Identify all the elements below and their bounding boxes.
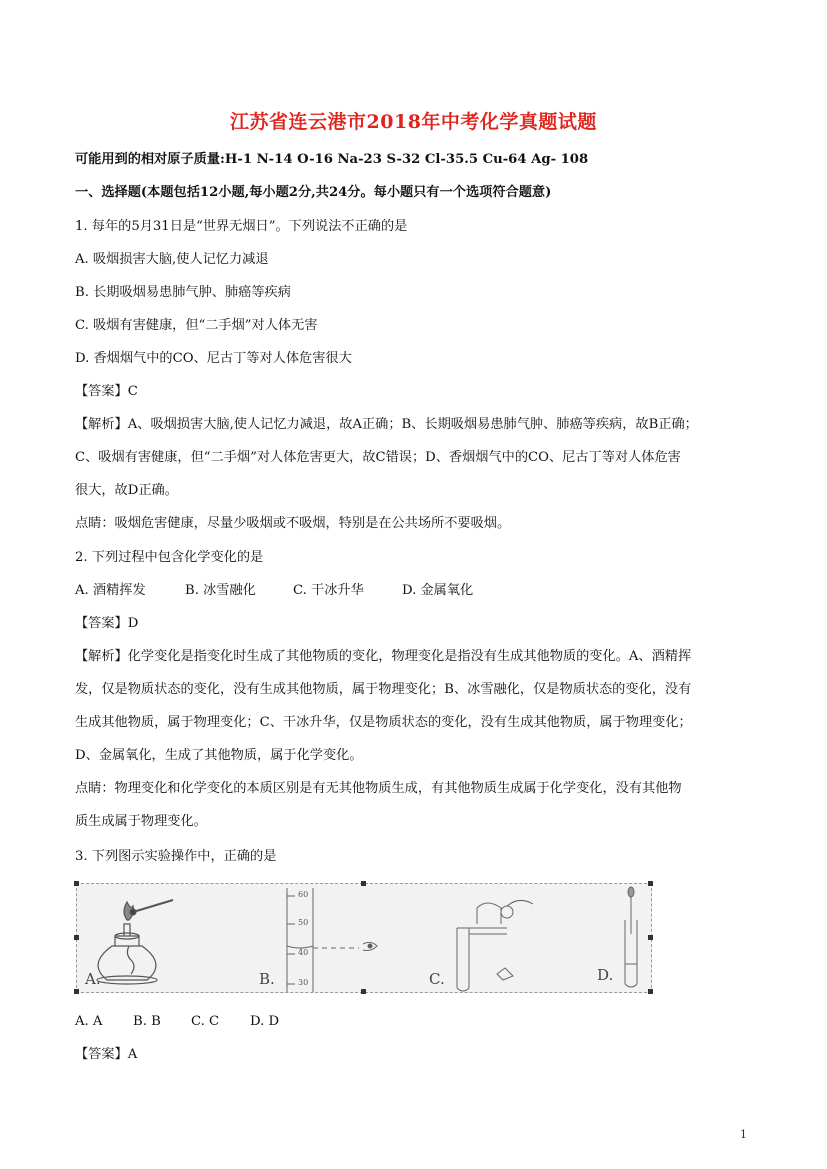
question-1-option-b: B. 长期吸烟易患肺气肿、肺癌等疾病: [75, 285, 291, 300]
section-heading: 一、选择题(本题包括12小题,每小题2分,共24分。每小题只有一个选项符合题意): [75, 185, 552, 200]
question-2-stem: 2. 下列过程中包含化学变化的是: [75, 550, 264, 565]
question-3-option-a: A. A: [75, 1014, 103, 1029]
question-2-option-d: D. 金属氧化: [402, 583, 474, 598]
graduated-cylinder-drawing: [287, 888, 377, 992]
experiment-figure: [76, 883, 652, 993]
question-2-analysis-line: 生成其他物质，属于物理变化；C、干冰升华，仅是物质状态的变化，没有生成其他物质，属于物理变化；: [75, 715, 692, 730]
question-1-analysis-line: 很大，故D正确。: [75, 483, 178, 498]
question-2-options: [75, 582, 755, 600]
question-2-option-a: A. 酒精挥发: [75, 583, 146, 598]
page-number: 1: [740, 1128, 747, 1141]
cylinder-tick-label: 40: [298, 948, 309, 957]
lab-apparatus-drawings: [77, 884, 651, 992]
cylinder-tick-label: 60: [298, 890, 309, 899]
atomic-masses-line: 可能用到的相对原子质量:H-1 N-14 O-16 Na-23 S-32 Cl-35.5 Cu-64 Ag- 108: [75, 152, 589, 167]
pouring-liquid-drawing: [457, 900, 533, 991]
question-2-analysis-line: 【解析】化学变化是指变化时生成了其他物质的变化，物理变化是指没有生成其他物质的变化。A、酒精挥: [75, 649, 692, 664]
question-2-option-c: C. 干冰升华: [293, 583, 364, 598]
question-3-options: [75, 1013, 755, 1031]
question-3-answer: 【答案】A: [75, 1047, 138, 1062]
question-1-analysis-line: C、吸烟有害健康，但“二手烟”对人体危害更大，故C错误；D、香烟烟气中的CO、尼古丁等对人体危害: [75, 450, 681, 465]
figure-label-d: D.: [597, 966, 614, 984]
question-3-option-b: B. B: [133, 1014, 161, 1029]
question-1-analysis-line: 【解析】A、吸烟损害大脑,使人记忆力减退，故A正确；B、长期吸烟易患肺气肿、肺癌等疾病，故B正确；: [75, 417, 698, 432]
question-2-analysis-line: 发，仅是物质状态的变化，没有生成其他物质，属于物理变化；B、冰雪融化，仅是物质状态的变化，没有: [75, 682, 692, 697]
figure-label-c: C.: [429, 970, 445, 988]
question-2-tip-line: 点睛：物理变化和化学变化的本质区别是有无其他物质生成，有其他物质生成属于化学变化，没有其他物: [75, 781, 682, 796]
dropper-drawing: [625, 887, 637, 987]
question-1-tip: 点睛：吸烟危害健康，尽量少吸烟或不吸烟，特别是在公共场所不要吸烟。: [75, 516, 511, 531]
question-1-option-c: C. 吸烟有害健康，但“二手烟”对人体无害: [75, 318, 318, 333]
question-1-option-d: D. 香烟烟气中的CO、尼古丁等对人体危害很大: [75, 351, 352, 366]
question-3-option-d: D. D: [250, 1014, 280, 1029]
question-1-stem: 1. 每年的5月31日是“世界无烟日”。下列说法不正确的是: [75, 219, 408, 234]
cylinder-tick-label: 50: [298, 918, 309, 927]
cylinder-tick-label: 30: [298, 978, 309, 987]
document-title: 江苏省连云港市2018年中考化学真题试题: [230, 111, 597, 133]
question-2-option-b: B. 冰雪融化: [185, 583, 256, 598]
question-1-answer: 【答案】C: [75, 384, 138, 399]
alcohol-lamp-drawing: [97, 900, 173, 984]
figure-label-b: B.: [259, 970, 275, 988]
question-1-option-a: A. 吸烟损害大脑,使人记忆力减退: [75, 252, 269, 267]
question-2-analysis-line: D、金属氧化，生成了其他物质，属于化学变化。: [75, 748, 363, 763]
figure-label-a: A.: [85, 970, 101, 988]
question-3-option-c: C. C: [191, 1014, 220, 1029]
question-2-tip-line: 质生成属于物理变化。: [75, 814, 207, 829]
question-2-answer: 【答案】D: [75, 616, 139, 631]
question-3-stem: 3. 下列图示实验操作中，正确的是: [75, 849, 277, 864]
